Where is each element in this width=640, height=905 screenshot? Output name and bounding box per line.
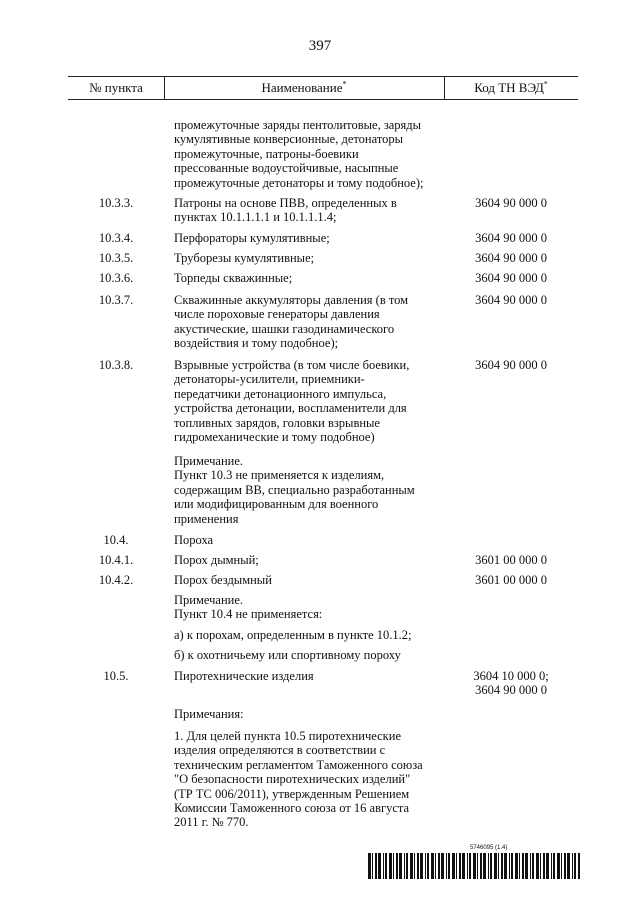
row-name: Скважинные аккумуляторы давления (в том числе пороховые генераторы давления акустические, шашки газодинамического воздействия и тому подобное); — [174, 293, 409, 351]
row-name: Пороха — [174, 533, 214, 547]
page-number: 397 — [308, 38, 332, 54]
barcode — [368, 853, 580, 879]
header-name-footnote-mark: * — [342, 79, 347, 89]
row-name: Примечание. Пункт 10.3 не применяется к изделиям, содержащим ВВ, специально разработанным или модифицированным для военного применения — [174, 454, 415, 526]
row-code: 3604 90 000 0 — [475, 358, 547, 372]
row-num: 10.3.5. — [98, 251, 134, 265]
row-name: Труборезы кумулятивные; — [174, 251, 315, 265]
row-name: б) к охотничьему или спортивному пороху — [174, 648, 401, 662]
row-num: 10.3.8. — [98, 358, 134, 372]
row-code: 3604 90 000 0 — [475, 251, 547, 265]
row-code: 3601 00 000 0 — [475, 573, 547, 587]
row-name: Взрывные устройства (в том числе боевики, детонаторы-усилители, приемники- передатчики детонационного импульса, устройства детонации, воспламенители для топливных зарядов, головки взрывные гидромеханические и тому подобное) — [174, 358, 410, 445]
row-num: 10.4.2. — [98, 573, 134, 587]
row-name: Порох дымный; — [174, 553, 259, 567]
header-num — [68, 80, 164, 96]
row-name: Перфораторы кумулятивные; — [174, 231, 330, 245]
row-num: 10.3.3. — [98, 196, 134, 210]
row-num: 10.5. — [103, 669, 129, 683]
row-num: 10.3.4. — [98, 231, 134, 245]
header-code-footnote-mark: * — [543, 79, 548, 89]
document-id: 5746095 (1.4) — [470, 845, 508, 851]
row-name: Пиротехнические изделия — [174, 669, 314, 683]
header-name — [164, 80, 444, 96]
row-code: 3604 90 000 0 — [475, 196, 547, 210]
row-name: Примечания: — [174, 707, 244, 721]
header-num-label: № пункта — [89, 80, 143, 95]
row-code: 3604 10 000 0; 3604 90 000 0 — [473, 669, 549, 698]
row-name: промежуточные заряды пентолитовые, заряды кумулятивные конверсионные, детонаторы промежуточные, патроны-боевики прессованные водоустойчивые, насыпные промежуточные детонаторы и тому подобное); — [174, 118, 424, 190]
row-num: 10.3.6. — [98, 271, 134, 285]
row-name: а) к порохам, определенным в пункте 10.1.2; — [174, 628, 412, 642]
header-code — [444, 80, 578, 96]
row-name: 1. Для целей пункта 10.5 пиротехнические изделия определяются в соответствии с техническим регламентом Таможенного союза "О безопасности пиротехнических изделий" (ТР ТС 006/2011), утвержденным Решением Комиссии Таможенного союза от 16 августа 2011 г. № 770. — [174, 729, 423, 830]
row-code: 3604 90 000 0 — [475, 231, 547, 245]
header-name-label: Наименование — [261, 80, 343, 95]
row-code: 3604 90 000 0 — [475, 271, 547, 285]
row-num: 10.3.7. — [98, 293, 134, 307]
row-num: 10.4. — [103, 533, 129, 547]
row-name: Примечание. Пункт 10.4 не применяется: — [174, 593, 323, 622]
row-name: Патроны на основе ПВВ, определенных в пунктах 10.1.1.1.1 и 10.1.1.1.4; — [174, 196, 397, 225]
row-name: Порох бездымный — [174, 573, 272, 587]
row-code: 3604 90 000 0 — [475, 293, 547, 307]
row-code: 3601 00 000 0 — [475, 553, 547, 567]
header-code-label: Код ТН ВЭД — [474, 80, 544, 95]
row-num: 10.4.1. — [98, 553, 134, 567]
table-header — [68, 76, 578, 100]
row-name: Торпеды скважинные; — [174, 271, 293, 285]
